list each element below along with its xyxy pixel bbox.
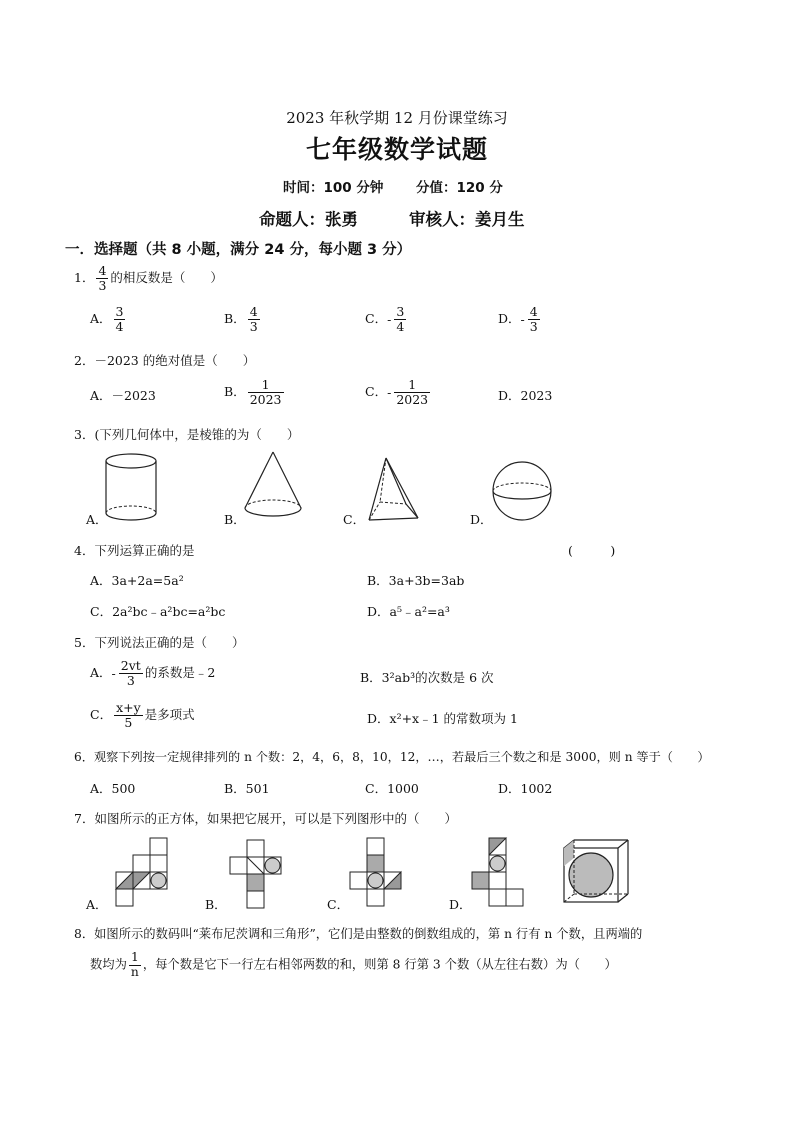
- q6-option-a: A．500: [90, 781, 136, 796]
- q3-option-a: A．: [86, 512, 108, 527]
- q4-answer-paren: ( ): [568, 543, 616, 558]
- q5-option-d: D．x²+x﹣1 的常数项为 1: [367, 711, 518, 726]
- q3-option-c: C．: [343, 512, 366, 527]
- exam-time: 时间：100 分钟: [283, 180, 384, 196]
- question-2: 2．－2023 的绝对值是（ ）: [74, 353, 256, 368]
- section-title: 一．选择题（共 8 小题，满分 24 分，每小题 3 分）: [65, 242, 412, 258]
- cone-figure: [242, 450, 304, 522]
- question-1: [74, 264, 223, 293]
- q1-number: 1．: [74, 269, 95, 285]
- exam-title: 七年级数学试题: [305, 135, 488, 164]
- q6-option-d: D．1002: [498, 781, 553, 796]
- cylinder-figure: [104, 452, 158, 524]
- q7-option-d: D．: [449, 897, 472, 912]
- exam-author: 命题人：张勇: [259, 210, 358, 229]
- q6-option-c: C．1000: [365, 781, 419, 796]
- question-6: 6．观察下列按一定规律排列的 n 个数：2，4，6，8，10，12，…，若最后三个数之和是 3000，则 n 等于（ ）: [74, 750, 710, 764]
- q2-option-a: A．－2023: [90, 388, 156, 403]
- q6-option-b: B．501: [224, 781, 270, 796]
- cube-net-d-figure: [470, 836, 542, 908]
- question-8-line1: 8．如图所示的数码叫“莱布尼茨调和三角形”，它们是由整数的倒数组成的，第 n 行有 n 个数，且两端的: [74, 927, 643, 941]
- q1-option-c: C．- $\frac{3}{4}$: [365, 304, 405, 334]
- q1-fraction: $\frac{4}{3}$: [98, 263, 107, 293]
- cube-net-c-figure: [348, 836, 420, 908]
- q1-option-b: B． $\frac{4}{3}$: [224, 304, 258, 334]
- question-3: 3．(下列几何体中，是棱锥的为（ ）: [74, 427, 300, 442]
- q4-option-a: A．3a+2a=5a²: [90, 573, 184, 588]
- pyramid-figure: [366, 456, 422, 526]
- q1-option-d: D．- $\frac{4}{3}$: [498, 304, 538, 334]
- exam-score: 分值：120 分: [416, 180, 503, 196]
- q2-option-c: C．- $\frac{1}{2023}$: [365, 377, 429, 407]
- cube-net-a-figure: [114, 836, 186, 908]
- cube-net-b-figure: [228, 838, 300, 910]
- q3-option-d: D．: [470, 512, 493, 527]
- q5-option-c: C． $\frac{x+y}{5}$ 是多项式: [90, 700, 195, 730]
- sphere-figure: [491, 460, 553, 522]
- question-4: 4．下列运算正确的是: [74, 543, 195, 558]
- q7-option-b: B．: [205, 897, 227, 912]
- exam-reviewer: 审核人：姜月生: [409, 210, 525, 229]
- q4-option-b: B．3a+3b=3ab: [367, 573, 465, 588]
- q1-option-a: A． $\frac{3}{4}$: [90, 304, 124, 334]
- cube-figure: [562, 838, 630, 906]
- q4-option-d: D．a⁵﹣a²=a³: [367, 604, 450, 619]
- q2-option-b: B． $\frac{1}{2023}$: [224, 377, 282, 407]
- q5-option-b: B．3²ab³的次数是 6 次: [360, 670, 494, 685]
- q1-text: 的相反数是（ ）: [110, 269, 223, 285]
- q2-option-d: D．2023: [498, 388, 553, 403]
- question-7: 7．如图所示的正方体，如果把它展开，可以是下列图形中的（ ）: [74, 811, 457, 826]
- q4-option-c: C．2a²bc﹣a²bc=a²bc: [90, 604, 226, 619]
- q3-option-b: B．: [224, 512, 246, 527]
- q7-option-a: A．: [86, 897, 108, 912]
- question-8-line2: 数均为 $\frac{1}{n}$ ，每个数是它下一行左右相邻两数的和，则第 8 行第 3 个数（从左往右数）为（ ）: [90, 950, 617, 979]
- question-5: 5．下列说法正确的是（ ）: [74, 635, 245, 650]
- exam-subtitle: 2023 年秋学期 12 月份课堂练习: [286, 109, 508, 127]
- q5-option-a: A．- $\frac{2vt}{3}$ 的系数是﹣2: [90, 658, 216, 688]
- q7-option-c: C．: [327, 897, 350, 912]
